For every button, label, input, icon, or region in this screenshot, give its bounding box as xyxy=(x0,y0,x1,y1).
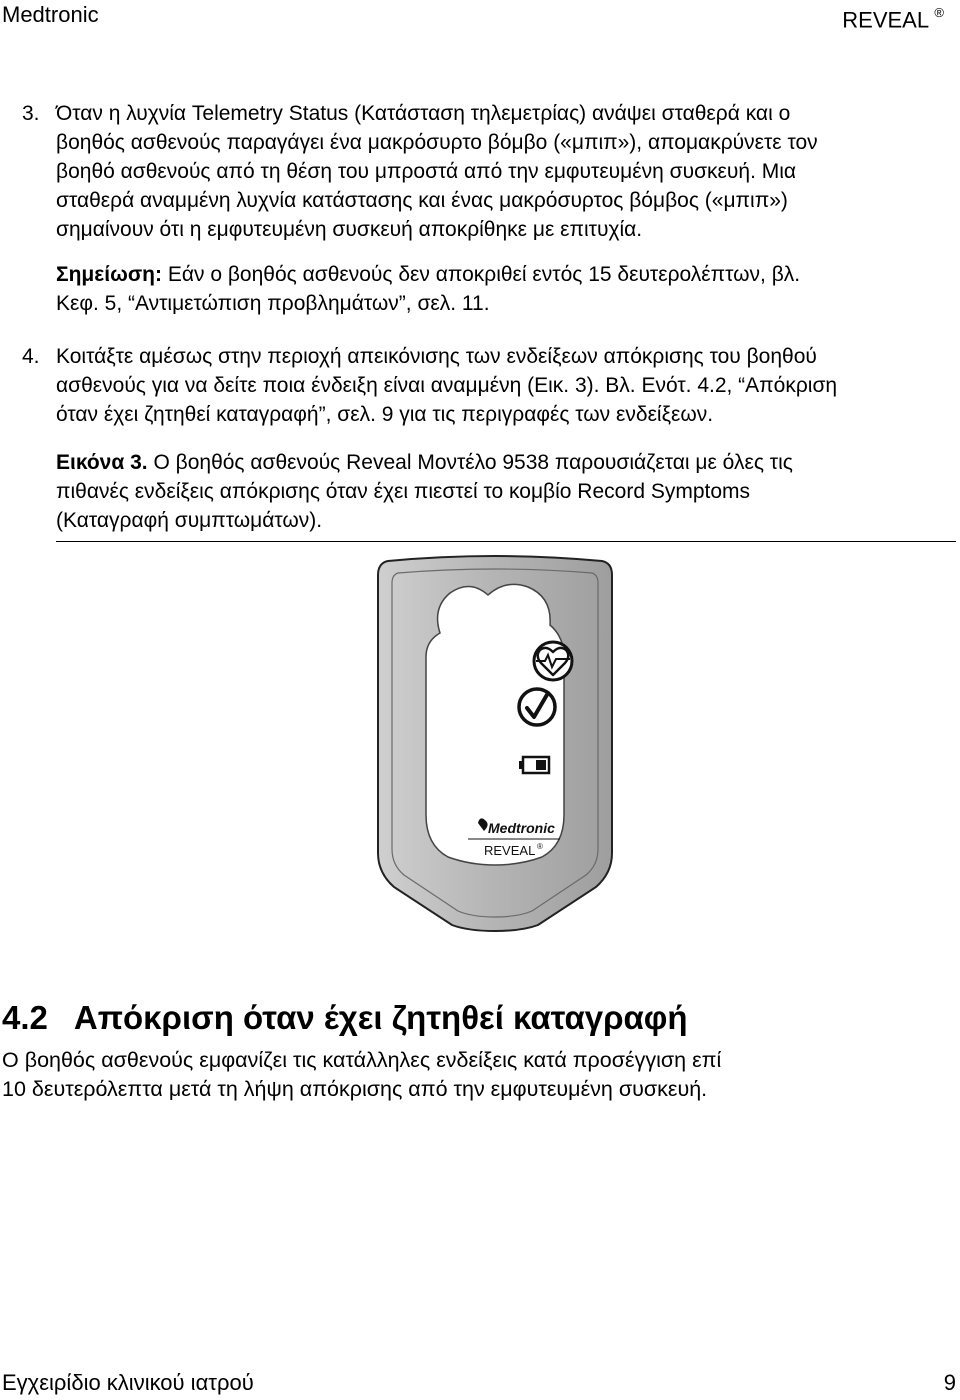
step-3-line: Όταν η λυχνία Telemetry Status (Κατάσταση τηλεμετρίας) ανάψει σταθερά και ο xyxy=(56,102,791,125)
check-icon xyxy=(519,689,555,725)
note xyxy=(56,260,956,318)
device-model-mark: ® xyxy=(537,842,543,851)
figure-label: Εικόνα 3. xyxy=(56,451,148,474)
registered-mark: ® xyxy=(934,5,944,20)
caption-text: Ο βοηθός ασθενούς Reveal Μοντέλο 9538 παρουσιάζεται με όλες τις xyxy=(147,451,793,474)
step-3-number: 3. xyxy=(22,102,40,125)
step-4-line: όταν έχει ζητηθεί καταγραφή”, σελ. 9 για τις περιγραφές των ενδείξεων. xyxy=(56,403,714,426)
section-body-line: 10 δευτερόλεπτα μετά τη λήψη απόκρισης από την εμφυτευμένη συσκευή. xyxy=(2,1077,708,1101)
note-label: Σημείωση: xyxy=(56,263,163,286)
step-3-line: βοηθό ασθενούς από τη θέση του μπροστά από την εμφυτευμένη συσκευή. Μια xyxy=(56,160,797,183)
step-4-line: Κοιτάξτε αμέσως στην περιοχή απεικόνισης των ενδείξεων απόκρισης του βοηθού xyxy=(56,345,817,368)
step-4-number: 4. xyxy=(22,345,40,368)
figure-caption xyxy=(56,448,956,535)
header-product xyxy=(842,2,944,33)
note-reference: Κεφ. 5, “Αντιμετώπιση προβλημάτων”, σελ. 11. xyxy=(56,292,490,315)
caption-rule xyxy=(56,541,956,542)
section-body xyxy=(2,1046,952,1104)
section-title: Απόκριση όταν έχει ζητηθεί καταγραφή xyxy=(73,999,688,1036)
step-4-text xyxy=(56,342,956,429)
footer-title: Εγχειρίδιο κλινικού ιατρού xyxy=(2,1370,254,1395)
section-body-line: Ο βοηθός ασθενούς εμφανίζει τις κατάλληλες ενδείξεις κατά προσέγγιση επί xyxy=(2,1048,722,1072)
page-number: 9 xyxy=(943,1370,956,1395)
note-text: Εάν ο βοηθός ασθενούς δεν αποκριθεί εντός 15 δευτερολέπτων, βλ. xyxy=(162,263,801,286)
note-line xyxy=(56,260,956,289)
battery-icon xyxy=(519,757,549,773)
device-model-text: REVEAL xyxy=(484,843,536,858)
caption-line: πιθανές ενδείξεις απόκρισης όταν έχει πιεστεί το κομβίο Record Symptoms xyxy=(56,480,751,503)
step-3-line: βοηθός ασθενούς παραγάγει ένα μακρόσυρτο βόμβο («μπιπ»), απομακρύνετε τον xyxy=(56,131,818,154)
step-3-line: σημαίνουν ότι η εμφυτευμένη συσκευή αποκρίθηκε με επιτυχία. xyxy=(56,218,643,241)
header-product-name: REVEAL xyxy=(842,7,929,33)
step-4-line: ασθενούς για να δείτε ποια ένδειξη είναι αναμμένη (Εικ. 3). Βλ. Ενότ. 4.2, “Απόκριση xyxy=(56,374,838,397)
section-number: 4.2 xyxy=(2,999,48,1036)
step-3-line: σταθερά αναμμένη λυχνία κατάστασης και ένας μακρόσυρτος βόμβος («μπιπ») xyxy=(56,189,788,212)
patient-assistant-illustration xyxy=(370,553,620,933)
caption-line: (Καταγραφή συμπτωμάτων). xyxy=(56,509,323,532)
device-brand-text: Medtronic xyxy=(488,820,555,836)
section-heading xyxy=(2,998,688,1038)
caption-line xyxy=(56,448,956,477)
heart-icon xyxy=(534,642,572,680)
step-3-text xyxy=(56,99,956,244)
header-brand: Medtronic xyxy=(2,2,99,27)
